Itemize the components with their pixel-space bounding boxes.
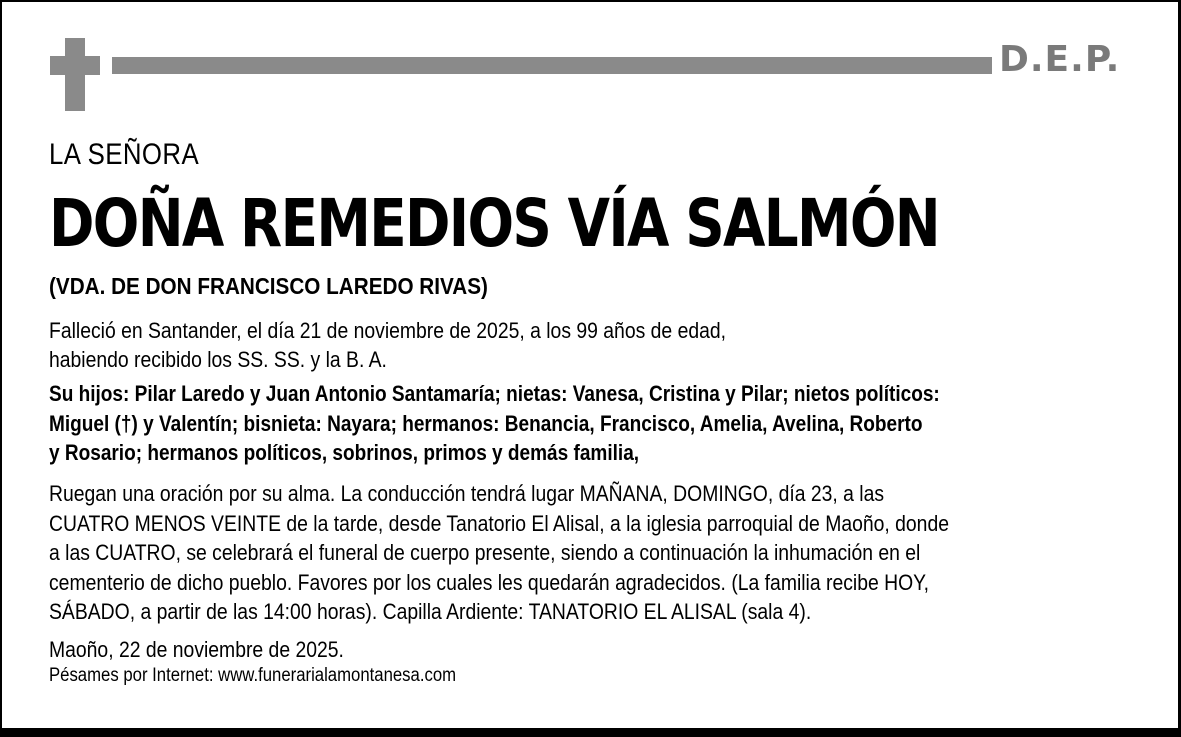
service-line: a las CUATRO, se celebrará el funeral de cuerpo presente, siendo a continuación la inhumación en el bbox=[49, 540, 921, 565]
place-date: Maoño, 22 de noviembre de 2025. bbox=[49, 637, 344, 662]
cross-icon-crossbar bbox=[50, 56, 100, 75]
service-line: cementerio de dicho pueblo. Favores por los cuales les quedarán agradecidos. (La familia recibe HOY, bbox=[49, 569, 929, 595]
service-details bbox=[49, 479, 1139, 627]
death-line: habiendo recibido los SS. SS. y la B. A. bbox=[49, 347, 387, 372]
family-line: Miguel (†) y Valentín; bisnieta: Nayara; hermanos: Benancia, Francisco, Amelia, Avelina, Roberto bbox=[49, 410, 923, 436]
family-line: Su hijos: Pilar Laredo y Juan Antonio Santamaría; nietas: Vanesa, Cristina y Pilar; nietos políticos: bbox=[49, 381, 940, 406]
service-line: SÁBADO, a partir de las 14:00 horas). Capilla Ardiente: TANATORIO EL ALISAL (sala 4). bbox=[49, 599, 812, 624]
family-line: y Rosario; hermanos políticos, sobrinos, primos y demás familia, bbox=[49, 440, 640, 465]
header-rule bbox=[112, 57, 992, 74]
service-line: Ruegan una oración por su alma. La conducción tendrá lugar MAÑANA, DOMINGO, día 23, a las bbox=[49, 481, 885, 506]
service-line: CUATRO MENOS VEINTE de la tarde, desde Tanatorio El Alisal, a la iglesia parroquial de Maoño, donde bbox=[49, 510, 949, 536]
family-list bbox=[49, 379, 1139, 468]
dep-label: D.E.P. bbox=[999, 39, 1121, 80]
deceased-name: DOÑA REMEDIOS VÍA SALMÓN bbox=[49, 185, 939, 262]
death-statement bbox=[49, 316, 1139, 374]
death-line: Falleció en Santander, el día 21 de noviembre de 2025, a los 99 años de edad, bbox=[49, 318, 727, 343]
condolences-link[interactable]: Pésames por Internet: www.funerarialamontanesa.com bbox=[49, 665, 457, 686]
widow-of: (VDA. DE DON FRANCISCO LAREDO RIVAS) bbox=[49, 273, 488, 299]
honorific-prefix: LA SEÑORA bbox=[49, 138, 200, 171]
